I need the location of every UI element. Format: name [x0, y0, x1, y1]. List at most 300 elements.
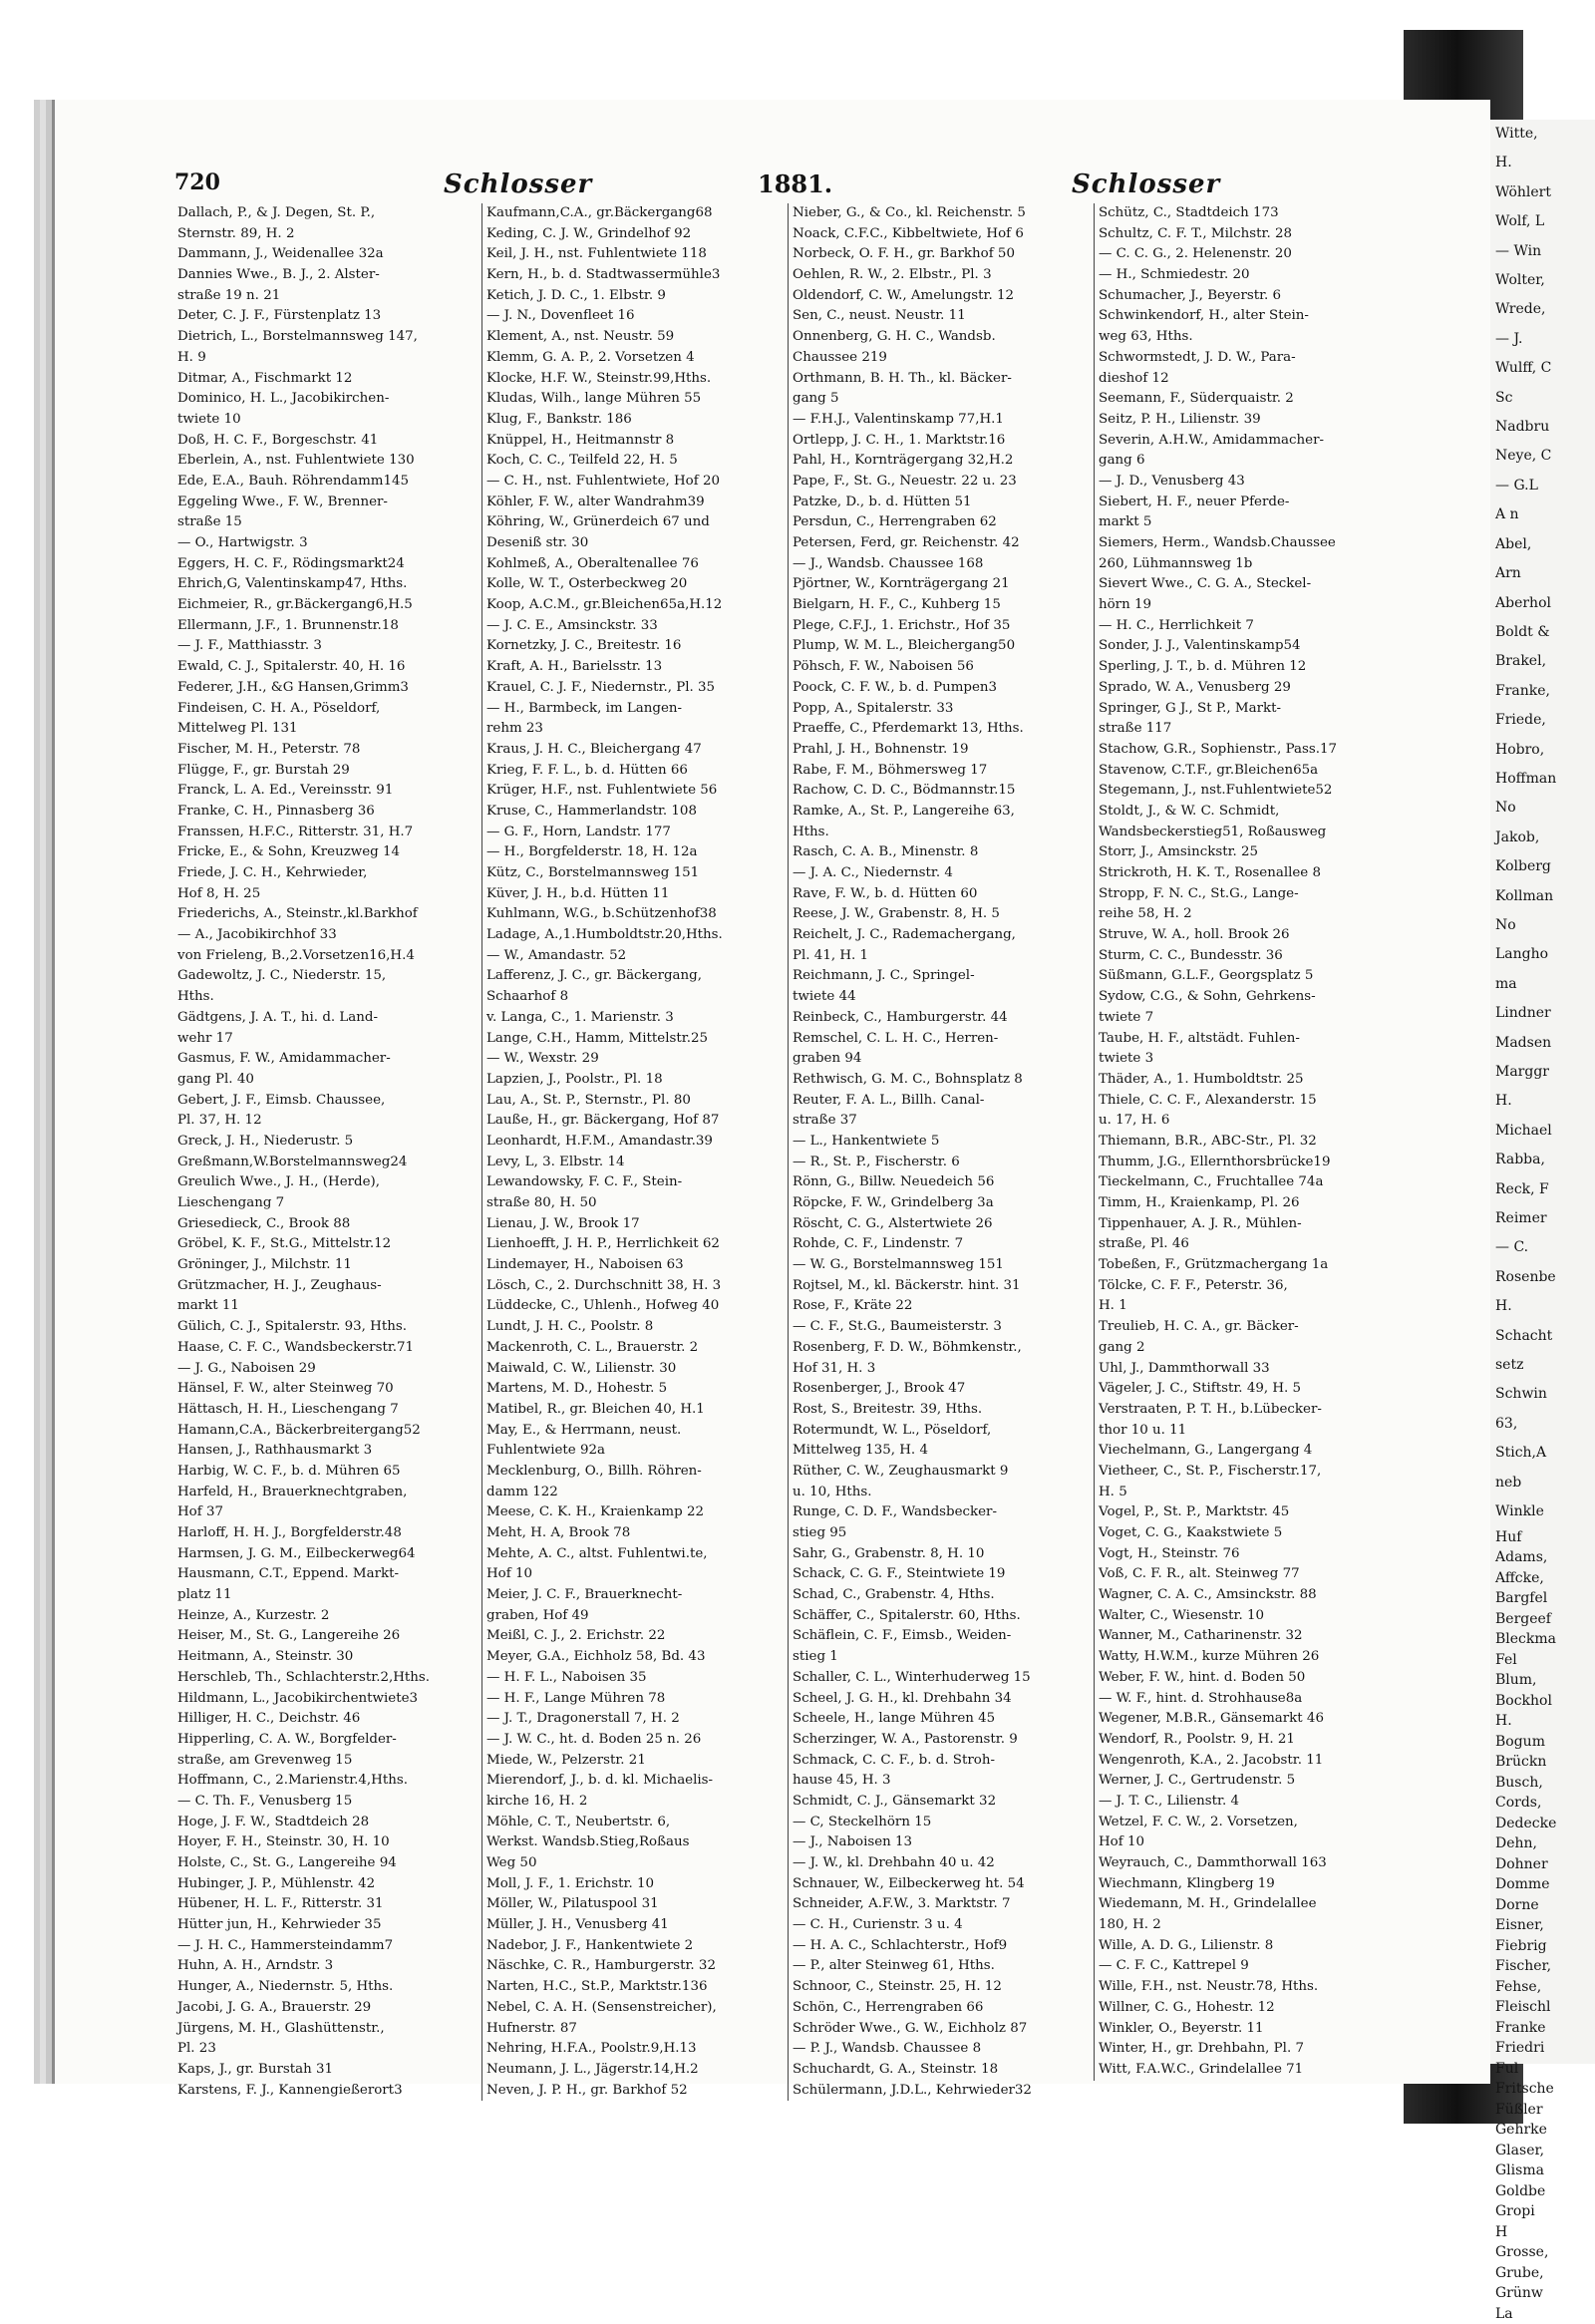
directory-entry-line: Lange, C.H., Hamm, Mittelstr.25 [486, 1029, 784, 1050]
directory-entry-line: Rose, F., Kräte 22 [793, 1296, 1090, 1317]
directory-entry-line: — A., Jacobikirchhof 33 [177, 925, 475, 946]
directory-entry-line: — C. C. G., 2. Helenenstr. 20 [1099, 244, 1396, 265]
directory-entry-line: straße 37 [793, 1111, 1090, 1132]
directory-entry-line: Rasch, C. A. B., Minenstr. 8 [793, 842, 1090, 863]
directory-entry-line: Plump, W. M. L., Bleichergang50 [793, 636, 1090, 657]
directory-entry-line: — C. H., Curienstr. 3 u. 4 [793, 1915, 1090, 1936]
directory-entry-line: Runge, C. D. F., Wandsbecker- [793, 1502, 1090, 1523]
directory-entry-line: Severin, A.H.W., Amidammacher- [1099, 431, 1396, 452]
directory-entry-line: Voget, C. G., Kaakstwiete 5 [1099, 1523, 1396, 1544]
directory-entry-line: Werkst. Wandsb.Stieg,Roßaus [486, 1832, 784, 1853]
directory-entry-line: Kaps, J., gr. Burstah 31 [177, 2060, 475, 2081]
facing-page-line: Jakob, [1489, 824, 1595, 852]
directory-entry-line: Tieckelmann, C., Fruchtallee 74a [1099, 1172, 1396, 1193]
facing-page-line: Goldbe [1489, 2181, 1595, 2202]
directory-entry-line: Kaufmann,C.A., gr.Bäckergang68 [486, 203, 784, 224]
directory-entry-line: Reuter, F. A. L., Billh. Canal- [793, 1091, 1090, 1112]
directory-entry-line: — J. F., Matthiasstr. 3 [177, 636, 475, 657]
directory-entry-line: Schaller, C. L., Winterhuderweg 15 [793, 1668, 1090, 1689]
directory-entry-line: Schütz, C., Stadtdeich 173 [1099, 203, 1396, 224]
directory-entry-line: Deseniß str. 30 [486, 533, 784, 554]
directory-entry-line: Schmidt, C. J., Gänsemarkt 32 [793, 1792, 1090, 1813]
directory-entry-line: Wiechmann, Klingberg 19 [1099, 1874, 1396, 1895]
directory-entry-line: Narten, H.C., St.P., Marktstr.136 [486, 1977, 784, 1998]
directory-entry-line: Rethwisch, G. M. C., Bohnsplatz 8 [793, 1070, 1090, 1091]
directory-entry-line: Neumann, J. L., Jägerstr.14,H.2 [486, 2060, 784, 2081]
directory-entry-line: Pjörtner, W., Kornträgergang 21 [793, 574, 1090, 595]
directory-entry-line: Küver, J. H., b.d. Hütten 11 [486, 884, 784, 905]
directory-entry-line: Schaarhof 8 [486, 987, 784, 1008]
directory-entry-line: — H. F. L., Naboisen 35 [486, 1668, 784, 1689]
directory-entry-line: straße 80, H. 50 [486, 1193, 784, 1214]
directory-entry-line: Kohlmeß, A., Oberaltenallee 76 [486, 554, 784, 575]
directory-entry-line: Mierendorf, J., b. d. kl. Michaelis- [486, 1771, 784, 1792]
directory-entry-line: — H. A. C., Schlachterstr., Hof9 [793, 1936, 1090, 1957]
facing-page-line: Witte, [1489, 120, 1595, 149]
directory-entry-line: Viechelmann, G., Langergang 4 [1099, 1441, 1396, 1462]
directory-entry-line: Hof 31, H. 3 [793, 1359, 1090, 1380]
directory-entry-line: — J. N., Dovenfleet 16 [486, 306, 784, 327]
directory-entry-line: Schumacher, J., Beyerstr. 6 [1099, 286, 1396, 307]
directory-entry-line: Mittelweg Pl. 131 [177, 719, 475, 740]
facing-page-line: Friede, [1489, 706, 1595, 735]
directory-entry-line: Struve, W. A., holl. Brook 26 [1099, 925, 1396, 946]
facing-page-line: setz [1489, 1351, 1595, 1380]
directory-entry-line: — H. F., Lange Mühren 78 [486, 1689, 784, 1710]
directory-entry-line: Norbeck, O. F. H., gr. Barkhof 50 [793, 244, 1090, 265]
facing-page-line: Fel [1489, 1650, 1595, 1671]
facing-page-line: Bergeef [1489, 1609, 1595, 1630]
facing-page-line: Kollman [1489, 882, 1595, 911]
directory-entry-line: Schnauer, W., Eilbeckerweg ht. 54 [793, 1874, 1090, 1895]
directory-entry-line: Nadebor, J. F., Hankentwiete 2 [486, 1936, 784, 1957]
directory-entry-line: Oldendorf, C. W., Amelungstr. 12 [793, 286, 1090, 307]
directory-entry-line: Holste, C., St. G., Langereihe 94 [177, 1853, 475, 1874]
directory-entry-line: Scheele, H., lange Mühren 45 [793, 1709, 1090, 1730]
running-title-left: Schlosser [444, 169, 592, 199]
directory-entry-line: Pl. 23 [177, 2039, 475, 2060]
directory-entry-line: Scheel, J. G. H., kl. Drehbahn 34 [793, 1689, 1090, 1710]
facing-page-line: Gropi [1489, 2201, 1595, 2222]
directory-entry-line: Grützmacher, H. J., Zeughaus- [177, 1276, 475, 1297]
directory-entry-line: Weg 50 [486, 1853, 784, 1874]
directory-entry-line: Sprado, W. A., Venusberg 29 [1099, 678, 1396, 699]
page-number: 720 [174, 169, 220, 195]
directory-entry-line: Wille, A. D. G., Lilienstr. 8 [1099, 1936, 1396, 1957]
directory-entry-line: Schuchardt, G. A., Steinstr. 18 [793, 2060, 1090, 2081]
directory-entry-line: Kraus, J. H. C., Bleichergang 47 [486, 740, 784, 761]
directory-entry-line: — J., Naboisen 13 [793, 1832, 1090, 1853]
entries-column-3 [788, 203, 1090, 2101]
facing-page-line: — J. [1489, 325, 1595, 354]
directory-entry-line: Hoge, J. F. W., Stadtdeich 28 [177, 1813, 475, 1833]
directory-entry-line: Heiser, M., St. G., Langereihe 26 [177, 1626, 475, 1647]
directory-entry-line: Hausmann, C.T., Eppend. Markt- [177, 1564, 475, 1585]
directory-entry-line: Mehte, A. C., altst. Fuhlentwi.te, [486, 1544, 784, 1565]
directory-entry-line: Rost, S., Breitestr. 39, Hths. [793, 1400, 1090, 1421]
directory-entry-line: — J. W., kl. Drehbahn 40 u. 42 [793, 1853, 1090, 1874]
directory-entry-line: twiete 44 [793, 987, 1090, 1008]
directory-entry-line: Strickroth, H. K. T., Rosenallee 8 [1099, 863, 1396, 884]
directory-entry-line: Reichelt, J. C., Rademachergang, [793, 925, 1090, 946]
directory-entry-line: Patzke, D., b. d. Hütten 51 [793, 493, 1090, 513]
directory-entry-line: Gasmus, F. W., Amidammacher- [177, 1049, 475, 1070]
directory-entry-line: — P., alter Steinweg 61, Hths. [793, 1956, 1090, 1977]
directory-entry-line: Griesedieck, C., Brook 88 [177, 1214, 475, 1235]
directory-entry-line: markt 5 [1099, 512, 1396, 533]
directory-entry-line: weg 63, Hths. [1099, 327, 1396, 348]
directory-entry-line: Lieschengang 7 [177, 1193, 475, 1214]
directory-entry-line: Rüther, C. W., Zeughausmarkt 9 [793, 1462, 1090, 1483]
directory-entry-line: Lindemayer, H., Naboisen 63 [486, 1255, 784, 1276]
facing-page-line: Wöhlert [1489, 178, 1595, 207]
directory-entry-line: Orthmann, B. H. Th., kl. Bäcker- [793, 369, 1090, 390]
directory-entry-line: Jacobi, J. G. A., Brauerstr. 29 [177, 1998, 475, 2019]
facing-page-line: Bargfel [1489, 1588, 1595, 1609]
directory-entry-line: Dominico, H. L., Jacobikirchen- [177, 389, 475, 410]
directory-entry-line: Schröder Wwe., G. W., Eichholz 87 [793, 2019, 1090, 2040]
facing-page-line: Stich,A [1489, 1439, 1595, 1468]
entries-column-2 [481, 203, 784, 2101]
directory-entry-line: Stavenow, C.T.F., gr.Bleichen65a [1099, 761, 1396, 782]
directory-entry-line: — C, Steckelhörn 15 [793, 1813, 1090, 1833]
directory-entry-line: reihe 58, H. 2 [1099, 904, 1396, 925]
facing-page-line: Fehse, [1489, 1977, 1595, 1998]
directory-entry-line: Meht, H. A, Brook 78 [486, 1523, 784, 1544]
directory-entry-line: Wanner, M., Catharinenstr. 32 [1099, 1626, 1396, 1647]
running-title-right: Schlosser [1072, 169, 1220, 199]
facing-page-line: Marggr [1489, 1058, 1595, 1087]
facing-page-line: Arn [1489, 559, 1595, 588]
directory-entry-line: Rave, F. W., b. d. Hütten 60 [793, 884, 1090, 905]
directory-entry-line: Federer, J.H., &G Hansen,Grimm3 [177, 678, 475, 699]
directory-entry-line: straße, Pl. 46 [1099, 1234, 1396, 1255]
facing-page-line: Domme [1489, 1874, 1595, 1895]
facing-page-line: Glaser, [1489, 2141, 1595, 2161]
facing-page-line: Abel, [1489, 530, 1595, 559]
facing-page-line: La [1489, 2304, 1595, 2324]
directory-entry-line: Hipperling, C. A. W., Borgfelder- [177, 1730, 475, 1751]
directory-entry-line: Franssen, H.F.C., Ritterstr. 31, H.7 [177, 823, 475, 843]
directory-entry-line: Rabe, F. M., Böhmersweg 17 [793, 761, 1090, 782]
facing-page-line: Sc [1489, 384, 1595, 413]
facing-page-line: Aberhol [1489, 589, 1595, 618]
directory-entry-line: Reese, J. W., Grabenstr. 8, H. 5 [793, 904, 1090, 925]
directory-entry-line: Hübener, H. L. F., Ritterstr. 31 [177, 1894, 475, 1915]
facing-page-line: Dorne [1489, 1895, 1595, 1916]
directory-entry-line: Knüppel, H., Heitmannstr 8 [486, 431, 784, 452]
directory-entry-line: Keding, C. J. W., Grindelhof 92 [486, 224, 784, 245]
directory-entry-line: Müller, J. H., Venusberg 41 [486, 1915, 784, 1936]
directory-entry-line: Tippenhauer, A. J. R., Mühlen- [1099, 1214, 1396, 1235]
facing-page-line: Bockhol [1489, 1691, 1595, 1712]
directory-entry-line: Kruse, C., Hammerlandstr. 108 [486, 802, 784, 823]
directory-entry-line: Kornetzky, J. C., Breitestr. 16 [486, 636, 784, 657]
directory-entry-line: Hänsel, F. W., alter Steinweg 70 [177, 1379, 475, 1400]
directory-entry-line: gang 2 [1099, 1338, 1396, 1359]
facing-page-line: H. [1489, 1711, 1595, 1732]
directory-entry-line: — J., Wandsb. Chaussee 168 [793, 554, 1090, 575]
directory-entry-line: — O., Hartwigstr. 3 [177, 533, 475, 554]
directory-entry-line: Kern, H., b. d. Stadtwassermühle3 [486, 265, 784, 286]
directory-entry-line: Hof 8, H. 25 [177, 884, 475, 905]
facing-page-line: Cords, [1489, 1793, 1595, 1814]
directory-entry-line: Pahl, H., Kornträgergang 32,H.2 [793, 451, 1090, 472]
directory-entry-line: straße 19 n. 21 [177, 286, 475, 307]
directory-entry-line: Levy, L, 3. Elbstr. 14 [486, 1153, 784, 1173]
directory-entry-line: — J. G., Naboisen 29 [177, 1359, 475, 1380]
directory-entry-line: Ede, E.A., Bauh. Röhrendamm145 [177, 472, 475, 493]
facing-page-line: Dehn, [1489, 1833, 1595, 1854]
directory-entry-line: — W., Amandastr. 52 [486, 946, 784, 967]
directory-entry-line: Oehlen, R. W., 2. Elbstr., Pl. 3 [793, 265, 1090, 286]
directory-entry-line: — W. G., Borstelmannsweg 151 [793, 1255, 1090, 1276]
directory-entry-line: Winter, H., gr. Drehbahn, Pl. 7 [1099, 2039, 1396, 2060]
directory-entry-line: Rojtsel, M., kl. Bäckerstr. hint. 31 [793, 1276, 1090, 1297]
directory-entry-line: Hütter jun, H., Kehrwieder 35 [177, 1915, 475, 1936]
facing-page-line: Adams, [1489, 1547, 1595, 1568]
directory-entry-line: Koop, A.C.M., gr.Bleichen65a,H.12 [486, 595, 784, 616]
directory-entry-line: Ellermann, J.F., 1. Brunnenstr.18 [177, 616, 475, 637]
directory-entry-line: Meese, C. K. H., Kraienkamp 22 [486, 1502, 784, 1523]
directory-entry-line: Wengenroth, K.A., 2. Jacobstr. 11 [1099, 1751, 1396, 1772]
directory-entry-line: Eggeling Wwe., F. W., Brenner- [177, 493, 475, 513]
facing-page-line: Franke, [1489, 677, 1595, 706]
directory-entry-line: Nehring, H.F.A., Poolstr.9,H.13 [486, 2039, 784, 2060]
directory-entry-line: Sternstr. 89, H. 2 [177, 224, 475, 245]
directory-entry-line: Harbig, W. C. F., b. d. Mühren 65 [177, 1462, 475, 1483]
directory-entry-line: wehr 17 [177, 1029, 475, 1050]
directory-entry-line: Ortlepp, J. C. H., 1. Marktstr.16 [793, 431, 1090, 452]
directory-entry-line: Süßmann, G.L.F., Georgsplatz 5 [1099, 966, 1396, 987]
facing-page-line: Wolf, L [1489, 207, 1595, 236]
directory-entry-line: — R., St. P., Fischerstr. 6 [793, 1153, 1090, 1173]
directory-entry-line: Jürgens, M. H., Glashüttenstr., [177, 2019, 475, 2040]
directory-entry-line: markt 11 [177, 1296, 475, 1317]
directory-entry-line: Greßmann,W.Borstelmannsweg24 [177, 1153, 475, 1173]
directory-entry-line: Röscht, C. G., Alstertwiete 26 [793, 1214, 1090, 1235]
facing-page-line: — Win [1489, 237, 1595, 266]
directory-entry-line: Schad, C., Grabenstr. 4, Hths. [793, 1585, 1090, 1606]
directory-entry-line: Karstens, F. J., Kannengießerort3 [177, 2081, 475, 2102]
directory-entry-line: Moll, J. F., 1. Erichstr. 10 [486, 1874, 784, 1895]
directory-entry-line: Poock, C. F. W., b. d. Pumpen3 [793, 678, 1090, 699]
facing-page-line: Rabba, [1489, 1146, 1595, 1174]
directory-entry-line: Vietheer, C., St. P., Fischerstr.17, [1099, 1462, 1396, 1483]
directory-entry-line: Weber, F. W., hint. d. Boden 50 [1099, 1668, 1396, 1689]
facing-page-line: Fleischl [1489, 1997, 1595, 2018]
directory-entry-line: Meißl, C. J., 2. Erichstr. 22 [486, 1626, 784, 1647]
directory-entry-line: Möller, W., Pilatuspool 31 [486, 1894, 784, 1915]
directory-entry-line: — W., Wexstr. 29 [486, 1049, 784, 1070]
directory-entry-line: Rohde, C. F., Lindenstr. 7 [793, 1234, 1090, 1255]
directory-entry-line: Wandsbeckerstieg51, Roßausweg [1099, 823, 1396, 843]
facing-page-line: Hoffman [1489, 765, 1595, 794]
facing-page-line: Wolter, [1489, 266, 1595, 295]
directory-entry-line: Scherzinger, W. A., Pastorenstr. 9 [793, 1730, 1090, 1751]
directory-entry-line: Stropp, F. N. C., St.G., Lange- [1099, 884, 1396, 905]
facing-page-line: Bleckma [1489, 1629, 1595, 1650]
directory-entry-line: May, E., & Herrmann, neust. [486, 1421, 784, 1442]
directory-entry-line: Vägeler, J. C., Stiftstr. 49, H. 5 [1099, 1379, 1396, 1400]
directory-entry-line: Lienhoefft, J. H. P., Herrlichkeit 62 [486, 1234, 784, 1255]
directory-entry-line: Timm, H., Kraienkamp, Pl. 26 [1099, 1193, 1396, 1214]
directory-entry-line: Lau, A., St. P., Sternstr., Pl. 80 [486, 1091, 784, 1112]
directory-entry-line: Kuhlmann, W.G., b.Schützenhof38 [486, 904, 784, 925]
directory-entry-line: Pl. 37, H. 12 [177, 1111, 475, 1132]
directory-entry-line: Martens, M. D., Hohestr. 5 [486, 1379, 784, 1400]
directory-entry-line: von Frieleng, B.,2.Vorsetzen16,H.4 [177, 946, 475, 967]
directory-entry-line: Gädtgens, J. A. T., hi. d. Land- [177, 1008, 475, 1029]
directory-entry-line: Thiemann, B.R., ABC-Str., Pl. 32 [1099, 1132, 1396, 1153]
directory-entry-line: Praeffe, C., Pferdemarkt 13, Hths. [793, 719, 1090, 740]
directory-entry-line: Greulich Wwe., J. H., (Herde), [177, 1172, 475, 1193]
directory-entry-line: Schwinkendorf, H., alter Stein- [1099, 306, 1396, 327]
directory-entry-line: Rotermundt, W. L., Pöseldorf, [793, 1421, 1090, 1442]
directory-entry-line: H. 1 [1099, 1296, 1396, 1317]
facing-page-line: Kolberg [1489, 852, 1595, 881]
directory-entry-line: — P. J., Wandsb. Chaussee 8 [793, 2039, 1090, 2060]
directory-entry-line: Werner, J. C., Gertrudenstr. 5 [1099, 1771, 1396, 1792]
directory-entry-line: Thäder, A., 1. Humboldtstr. 25 [1099, 1070, 1396, 1091]
directory-entry-line: gang 6 [1099, 451, 1396, 472]
directory-entry-line: graben 94 [793, 1049, 1090, 1070]
directory-entry-line: Doß, H. C. F., Borgeschstr. 41 [177, 431, 475, 452]
directory-entry-line: Fricke, E., & Sohn, Kreuzweg 14 [177, 842, 475, 863]
directory-entry-line: Plege, C.F.J., 1. Erichstr., Hof 35 [793, 616, 1090, 637]
directory-entry-line: Harloff, H. H. J., Borgfelderstr.48 [177, 1523, 475, 1544]
directory-entry-line: Siebert, H. F., neuer Pferde- [1099, 493, 1396, 513]
facing-page-line: No [1489, 794, 1595, 823]
facing-page-line: Franke [1489, 2018, 1595, 2039]
directory-entry-line: Lienau, J. W., Brook 17 [486, 1214, 784, 1235]
directory-entry-line: Schmack, C. C. F., b. d. Stroh- [793, 1751, 1090, 1772]
facing-page-line: H [1489, 2222, 1595, 2243]
directory-entry-line: Wille, F.H., nst. Neustr.78, Hths. [1099, 1977, 1396, 1998]
facing-page-line: 63, [1489, 1410, 1595, 1439]
directory-entry-line: Kraft, A. H., Barielsstr. 13 [486, 657, 784, 678]
directory-entry-line: Koch, C. C., Teilfeld 22, H. 5 [486, 451, 784, 472]
directory-entry-line: twiete 3 [1099, 1049, 1396, 1070]
directory-entry-line: gang Pl. 40 [177, 1070, 475, 1091]
facing-page-line: Madsen [1489, 1029, 1595, 1058]
directory-entry-line: Hof 37 [177, 1502, 475, 1523]
directory-entry-line: Hths. [793, 823, 1090, 843]
directory-entry-line: Klocke, H.F. W., Steinstr.99,Hths. [486, 369, 784, 390]
directory-entry-line: Winkler, O., Beyerstr. 11 [1099, 2019, 1396, 2040]
directory-entry-line: Wendorf, R., Poolstr. 9, H. 21 [1099, 1730, 1396, 1751]
directory-entry-line: Gröbel, K. F., St.G., Mittelstr.12 [177, 1234, 475, 1255]
directory-entry-line: Verstraaten, P. T. H., b.Lübecker- [1099, 1400, 1396, 1421]
directory-entry-line: — J. W. C., ht. d. Boden 25 n. 26 [486, 1730, 784, 1751]
directory-entry-line: Hoffmann, C., 2.Marienstr.4,Hths. [177, 1771, 475, 1792]
directory-entry-line: Ladage, A.,1.Humboldtstr.20,Hths. [486, 925, 784, 946]
directory-entry-line: Mittelweg 135, H. 4 [793, 1441, 1090, 1462]
directory-entry-line: Eichmeier, R., gr.Bäckergang6,H.5 [177, 595, 475, 616]
directory-entry-line: Wiedemann, M. H., Grindelallee [1099, 1894, 1396, 1915]
directory-entry-line: — J. T. C., Lilienstr. 4 [1099, 1792, 1396, 1813]
facing-page-fragments [1489, 120, 1595, 2324]
directory-entry-line: platz 11 [177, 1585, 475, 1606]
directory-entry-line: gang 5 [793, 389, 1090, 410]
directory-entry-line: Weyrauch, C., Dammthorwall 163 [1099, 1853, 1396, 1874]
directory-entry-line: Lundt, J. H. C., Poolstr. 8 [486, 1317, 784, 1338]
directory-entry-line: Gülich, C. J., Spitalerstr. 93, Hths. [177, 1317, 475, 1338]
directory-entry-line: Schön, C., Herrengraben 66 [793, 1998, 1090, 2019]
directory-entry-line: Franke, C. H., Pinnasberg 36 [177, 802, 475, 823]
directory-entry-line: Krieg, F. F. L., b. d. Hütten 66 [486, 761, 784, 782]
facing-page-line: ma [1489, 970, 1595, 999]
directory-entry-line: — H., Schmiedestr. 20 [1099, 265, 1396, 286]
directory-entry-line: Rosenberger, J., Brook 47 [793, 1379, 1090, 1400]
directory-entry-line: Willner, C. G., Hohestr. 12 [1099, 1998, 1396, 2019]
directory-entry-line: — H., Barmbeck, im Langen- [486, 699, 784, 720]
directory-entry-line: Schäffer, C., Spitalerstr. 60, Hths. [793, 1606, 1090, 1627]
directory-entry-line: Hoyer, F. H., Steinstr. 30, H. 10 [177, 1832, 475, 1853]
directory-entry-line: Leonhardt, H.F.M., Amandastr.39 [486, 1132, 784, 1153]
directory-entry-line: Hof 10 [1099, 1832, 1396, 1853]
directory-entry-line: Sydow, C.G., & Sohn, Gehrkens- [1099, 987, 1396, 1008]
directory-entry-line: Siemers, Herm., Wandsb.Chaussee [1099, 533, 1396, 554]
directory-entry-line: Sperling, J. T., b. d. Mühren 12 [1099, 657, 1396, 678]
facing-page-line: Langho [1489, 940, 1595, 969]
directory-entry-line: Reichmann, J. C., Springel- [793, 966, 1090, 987]
directory-entry-line: Köhler, F. W., alter Wandrahm39 [486, 493, 784, 513]
directory-entry-line: graben, Hof 49 [486, 1606, 784, 1627]
directory-entry-line: Ramke, A., St. P., Langereihe 63, [793, 802, 1090, 823]
directory-entry-line: Gadewoltz, J. C., Niederstr. 15, [177, 966, 475, 987]
directory-entry-line: Lafferenz, J. C., gr. Bäckergang, [486, 966, 784, 987]
directory-entry-line: Findeisen, C. H. A., Pöseldorf, [177, 699, 475, 720]
directory-entry-line: Gröninger, J., Milchstr. 11 [177, 1255, 475, 1276]
directory-entry-line: Heinze, A., Kurzestr. 2 [177, 1606, 475, 1627]
directory-entry-line: Persdun, C., Herrengraben 62 [793, 512, 1090, 533]
facing-page-line: — G.L [1489, 472, 1595, 500]
directory-entry-line: Dammann, J., Weidenallee 32a [177, 244, 475, 265]
directory-entry-line: Vogt, H., Steinstr. 76 [1099, 1544, 1396, 1565]
directory-entry-line: Sen, C., neust. Neustr. 11 [793, 306, 1090, 327]
directory-entry-line: Thumm, J.G., Ellernthorsbrücke19 [1099, 1153, 1396, 1173]
directory-entry-line: Prahl, J. H., Bohnenstr. 19 [793, 740, 1090, 761]
directory-entry-line: Tölcke, C. F. F., Peterstr. 36, [1099, 1276, 1396, 1297]
facing-page-line: Dedecke [1489, 1814, 1595, 1834]
directory-entry-line: — C. F. C., Kattrepel 9 [1099, 1956, 1396, 1977]
directory-entry-line: Flügge, F., gr. Burstah 29 [177, 761, 475, 782]
facing-page-line: H. [1489, 149, 1595, 177]
directory-entry-line: u. 10, Hths. [793, 1483, 1090, 1503]
facing-page-line: H. [1489, 1292, 1595, 1321]
directory-entry-line: Voß, C. F. R., alt. Steinweg 77 [1099, 1564, 1396, 1585]
facing-page-line: Wulff, C [1489, 354, 1595, 383]
directory-entry-line: Nebel, C. A. H. (Sensenstreicher), [486, 1998, 784, 2019]
directory-entry-line: Eggers, H. C. F., Rödingsmarkt24 [177, 554, 475, 575]
directory-entry-line: damm 122 [486, 1483, 784, 1503]
directory-entry-line: Klug, F., Bankstr. 186 [486, 410, 784, 431]
facing-page-line: Wrede, [1489, 295, 1595, 324]
directory-entry-line: Hubinger, J. P., Mühlenstr. 42 [177, 1874, 475, 1895]
directory-entry-line: hause 45, H. 3 [793, 1771, 1090, 1792]
directory-entry-line: Thiele, C. C. F., Alexanderstr. 15 [1099, 1091, 1396, 1112]
facing-page-line: Füßler [1489, 2100, 1595, 2121]
directory-entry-line: straße 117 [1099, 719, 1396, 740]
directory-entry-line: — C. H., nst. Fuhlentwiete, Hof 20 [486, 472, 784, 493]
directory-entry-line: Seitz, P. H., Lilienstr. 39 [1099, 410, 1396, 431]
directory-entry-line: Hamann,C.A., Bäckerbreitergang52 [177, 1421, 475, 1442]
directory-entry-line: Näschke, C. R., Hamburgerstr. 32 [486, 1956, 784, 1977]
directory-entry-line: — H., Borgfelderstr. 18, H. 12a [486, 842, 784, 863]
directory-entry-line: Fuhlentwiete 92a [486, 1441, 784, 1462]
directory-entry-line: rehm 23 [486, 719, 784, 740]
